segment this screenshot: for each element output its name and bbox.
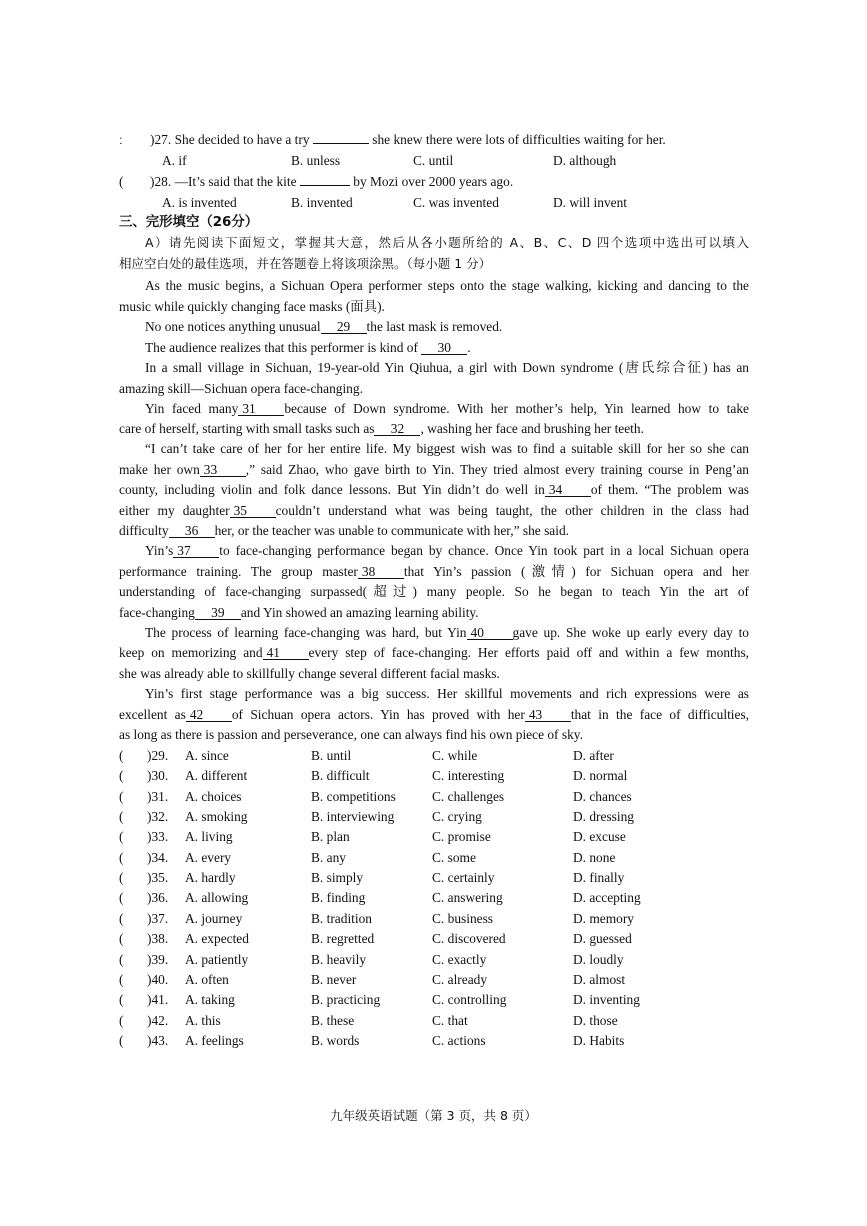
passage-line: [119, 504, 749, 518]
choice-option-b: B. difficult: [311, 768, 370, 784]
choice-option-b: B. finding: [311, 890, 366, 906]
passage-line: [119, 585, 749, 598]
option: D. will invent: [553, 195, 628, 210]
choice-option-c: C. certainly: [432, 870, 495, 886]
passage-text: county, including violin and folk dance lessons. But Yin didn’t do well in: [119, 482, 545, 497]
choice-option-c: C. challenges: [432, 788, 505, 804]
choice-number: )39.: [147, 951, 169, 967]
question-number: )27.: [150, 132, 172, 147]
answer-paren: (: [119, 829, 124, 845]
passage-text: “I can’t take care of her for her entire life. My biggest wish was to find a suitable skill for her so she can: [145, 441, 749, 456]
choice-option-a: A. patiently: [185, 951, 249, 967]
choice-option-d: D. excuse: [573, 829, 626, 845]
passage-line: [119, 524, 569, 538]
choice-number: )33.: [147, 829, 169, 845]
passage-text: amazing skill—Sichuan opera face-changing.: [119, 381, 363, 396]
passage-line: [119, 463, 749, 477]
answer-blank: [313, 143, 369, 144]
question-text: by Mozi over 2000 years ago.: [353, 174, 514, 189]
passage-line: [145, 279, 749, 292]
choice-option-d: D. loudly: [573, 951, 624, 967]
question-stem: [150, 175, 513, 188]
passage-text: couldn’t understand what was being taught, the other children in the class had: [275, 503, 749, 518]
choice-option-d: D. none: [573, 849, 616, 865]
passage-text: Yin’s first stage performance was a big success. Her skillful movements and rich expressions were as: [145, 686, 749, 701]
option: C. was invented: [413, 195, 499, 210]
answer-paren: (: [119, 1012, 124, 1028]
choice-option-c: C. actions: [432, 1032, 486, 1048]
section-heading: 三、完形填空（26分）: [119, 215, 259, 230]
cloze-blank: 31: [238, 402, 284, 416]
cloze-blank: 35: [230, 504, 276, 518]
choice-option-d: D. Habits: [573, 1032, 625, 1048]
passage-line: [145, 687, 749, 700]
choice-number: )32.: [147, 809, 169, 825]
choice-option-a: A. often: [185, 971, 229, 987]
cloze-blank: 41: [263, 646, 309, 660]
choice-option-c: C. some: [432, 849, 476, 865]
instructions-line-2: 相应空白处的最佳选项，并在答题卷上将该项涂黑。（每小题 1 分）: [119, 256, 492, 271]
choice-option-d: D. accepting: [573, 890, 641, 906]
choice-option-c: C. discovered: [432, 931, 506, 947]
cloze-blank: 43: [525, 708, 571, 722]
choice-number: )29.: [147, 748, 169, 763]
answer-paren: (: [119, 931, 124, 947]
passage-text: Yin’s: [145, 543, 174, 558]
cloze-blank: 38: [358, 565, 404, 579]
choice-number: )37.: [147, 910, 169, 926]
passage-text: she was already able to skillfully change several different facial masks.: [119, 666, 500, 681]
cloze-blank: 33: [200, 463, 246, 477]
choice-option-d: D. chances: [573, 788, 632, 804]
choice-option-d: D. guessed: [573, 931, 632, 947]
question-paren: (: [119, 174, 124, 189]
answer-paren: (: [119, 849, 124, 865]
choice-option-a: A. taking: [185, 992, 235, 1008]
choice-option-c: C. while: [432, 748, 478, 763]
choice-option-d: D. inventing: [573, 992, 640, 1008]
cloze-blank: 32: [374, 422, 420, 436]
cloze-blank: 39: [195, 606, 241, 620]
passage-line: [119, 708, 749, 722]
passage-text: as long as there is passion and perseverance, one can always find his own piece of sky.: [119, 727, 583, 742]
choice-number: )30.: [147, 768, 169, 784]
choice-option-b: B. interviewing: [311, 809, 395, 825]
choice-option-b: B. plan: [311, 829, 350, 845]
option: B. unless: [291, 153, 341, 168]
choice-option-c: C. answering: [432, 890, 503, 906]
choice-number: )36.: [147, 890, 169, 906]
choice-option-b: B. never: [311, 971, 357, 987]
choice-option-a: A. since: [185, 748, 229, 763]
answer-paren: (: [119, 992, 124, 1008]
question-number: )28.: [150, 174, 172, 189]
choice-option-b: B. any: [311, 849, 346, 865]
answer-paren: (: [119, 870, 124, 886]
passage-line: [145, 626, 749, 640]
passage-line: [145, 361, 749, 374]
choice-option-c: C. already: [432, 971, 488, 987]
passage-text: excellent as: [119, 707, 186, 722]
passage-text: of them. “The problem was: [590, 482, 749, 497]
passage-text: music while quickly changing face masks (面具).: [119, 299, 385, 314]
passage-text: and Yin showed an amazing learning ability.: [240, 605, 479, 620]
choice-option-d: D. almost: [573, 971, 626, 987]
choice-option-b: B. regretted: [311, 931, 375, 947]
choice-option-b: B. tradition: [311, 910, 372, 926]
answer-paren: (: [119, 1032, 124, 1048]
choice-option-d: D. after: [573, 748, 614, 763]
answer-paren: (: [119, 809, 124, 825]
choice-option-b: B. simply: [311, 870, 364, 886]
choice-option-a: A. every: [185, 849, 232, 865]
passage-text: understanding of face-changing surpassed(超过) many people. So he began to teach Yin the art of: [119, 584, 749, 599]
answer-paren: (: [119, 748, 124, 763]
answer-paren: (: [119, 910, 124, 926]
passage-text: The process of learning face-changing was hard, but Yin: [145, 625, 467, 640]
cloze-blank: 37: [173, 544, 219, 558]
passage-line: [145, 442, 749, 455]
passage-line: [119, 422, 644, 436]
choice-option-a: A. choices: [185, 788, 242, 804]
passage-text: care of herself, starting with small tasks such as: [119, 421, 375, 436]
choice-option-d: D. normal: [573, 768, 628, 784]
passage-line: [119, 382, 363, 395]
choice-option-c: C. business: [432, 910, 494, 926]
passage-text: to face-changing performance began by chance. Once Yin took part in a local Sichuan opera: [219, 543, 749, 558]
passage-text: ,” said Zhao, who gave birth to Yin. They tried almost every training course in Peng’an: [245, 462, 749, 477]
passage-text: every step of face-changing. Her efforts paid off and within a few months,: [308, 645, 750, 660]
choice-option-c: C. exactly: [432, 951, 487, 967]
passage-text: performance training. The group master: [119, 564, 358, 579]
choice-option-c: C. controlling: [432, 992, 507, 1008]
passage-text: make her own: [119, 462, 200, 477]
passage-line: [119, 483, 749, 497]
choice-option-b: B. these: [311, 1012, 355, 1028]
question-text: —It’s said that the kite: [174, 174, 297, 189]
passage-text: either my daughter: [119, 503, 230, 518]
choice-number: )38.: [147, 931, 169, 947]
choice-number: )42.: [147, 1012, 169, 1028]
cloze-blank: 42: [186, 708, 232, 722]
choice-option-b: B. words: [311, 1032, 360, 1048]
passage-line: [119, 606, 479, 620]
choice-option-d: D. dressing: [573, 809, 634, 825]
option: A. if: [162, 153, 187, 168]
passage-line: [119, 646, 749, 660]
instructions-line-1: A）请先阅读下面短文，掌握其大意，然后从各小题所给的 A、B、C、D 四个选项中选出可以填入: [145, 235, 749, 250]
choice-option-b: B. practicing: [311, 992, 381, 1008]
choice-option-a: A. different: [185, 768, 248, 784]
choice-option-d: D. memory: [573, 910, 634, 926]
passage-text: , washing her face and brushing her teeth.: [420, 421, 644, 436]
cloze-blank: 40: [467, 626, 513, 640]
choice-number: )35.: [147, 870, 169, 886]
choice-option-a: A. living: [185, 829, 233, 845]
passage-text: the last mask is removed.: [366, 319, 503, 334]
choice-number: )41.: [147, 992, 169, 1008]
passage-text: difficulty: [119, 523, 169, 538]
question-paren: ː: [119, 132, 123, 147]
passage-text: that in the face of difficulties,: [570, 707, 750, 722]
answer-paren: (: [119, 890, 124, 906]
option: D. although: [553, 153, 617, 168]
question-stem: [150, 133, 666, 146]
cloze-blank: 34: [545, 483, 591, 497]
passage-line: [119, 300, 385, 313]
passage-text: .: [467, 340, 471, 355]
choice-option-b: B. heavily: [311, 951, 367, 967]
passage-text: No one notices anything unusual: [145, 319, 321, 334]
choice-number: )43.: [147, 1032, 169, 1048]
option: B. invented: [291, 195, 353, 210]
passage-line: [119, 728, 583, 741]
choice-option-a: A. hardly: [185, 870, 236, 886]
passage-line: [119, 565, 749, 579]
passage-text: because of Down syndrome. With her mother’s help, Yin learned how to take: [284, 401, 749, 416]
question-text: she knew there were lots of difficulties waiting for her.: [372, 132, 666, 147]
choice-option-c: C. crying: [432, 809, 482, 825]
choice-option-b: B. until: [311, 748, 352, 763]
question-text: She decided to have a try: [174, 132, 310, 147]
page-footer: 九年级英语试题（第 3 页，共 8 页）: [330, 1108, 537, 1123]
passage-text: of Sichuan opera actors. Yin has proved with her: [231, 707, 525, 722]
passage-text: keep on memorizing and: [119, 645, 263, 660]
answer-paren: (: [119, 768, 124, 784]
option: C. until: [413, 153, 454, 168]
answer-paren: (: [119, 951, 124, 967]
passage-text: her, or the teacher was unable to communicate with her,” she said.: [214, 523, 569, 538]
choice-option-c: C. interesting: [432, 768, 505, 784]
passage-line: [119, 667, 500, 680]
passage-line: [145, 341, 471, 355]
choice-option-a: A. journey: [185, 910, 243, 926]
choice-option-d: D. those: [573, 1012, 618, 1028]
passage-text: The audience realizes that this performer is kind of: [145, 340, 422, 355]
choice-option-a: A. expected: [185, 931, 249, 947]
passage-text: Yin faced many: [145, 401, 239, 416]
answer-paren: (: [119, 788, 124, 804]
choice-option-a: A. smoking: [185, 809, 248, 825]
choice-option-a: A. allowing: [185, 890, 249, 906]
choice-option-c: C. that: [432, 1012, 468, 1028]
cloze-blank: 29: [321, 320, 367, 334]
answer-blank: [300, 185, 350, 186]
option: A. is invented: [162, 195, 237, 210]
choice-number: )31.: [147, 788, 169, 804]
choice-number: )34.: [147, 849, 169, 865]
passage-text: that Yin’s passion (激情) for Sichuan opera and her: [403, 564, 749, 579]
choice-option-c: C. promise: [432, 829, 491, 845]
passage-line: [145, 402, 749, 416]
passage-line: [145, 320, 502, 334]
answer-paren: (: [119, 971, 124, 987]
cloze-blank: 30: [421, 341, 467, 355]
passage-text: As the music begins, a Sichuan Opera performer steps onto the stage walking, kicking and dancing to the: [145, 278, 749, 293]
passage-text: face-changing: [119, 605, 195, 620]
cloze-blank: 36: [169, 524, 215, 538]
passage-line: [145, 544, 749, 558]
choice-option-d: D. finally: [573, 870, 625, 886]
choice-option-b: B. competitions: [311, 788, 396, 804]
choice-number: )40.: [147, 971, 169, 987]
passage-text: In a small village in Sichuan, 19-year-old Yin Qiuhua, a girl with Down syndrome (唐氏综合征) has an: [145, 360, 749, 375]
choice-option-a: A. feelings: [185, 1032, 244, 1048]
choice-option-a: A. this: [185, 1012, 221, 1028]
passage-text: gave up. She woke up early every day to: [512, 625, 750, 640]
